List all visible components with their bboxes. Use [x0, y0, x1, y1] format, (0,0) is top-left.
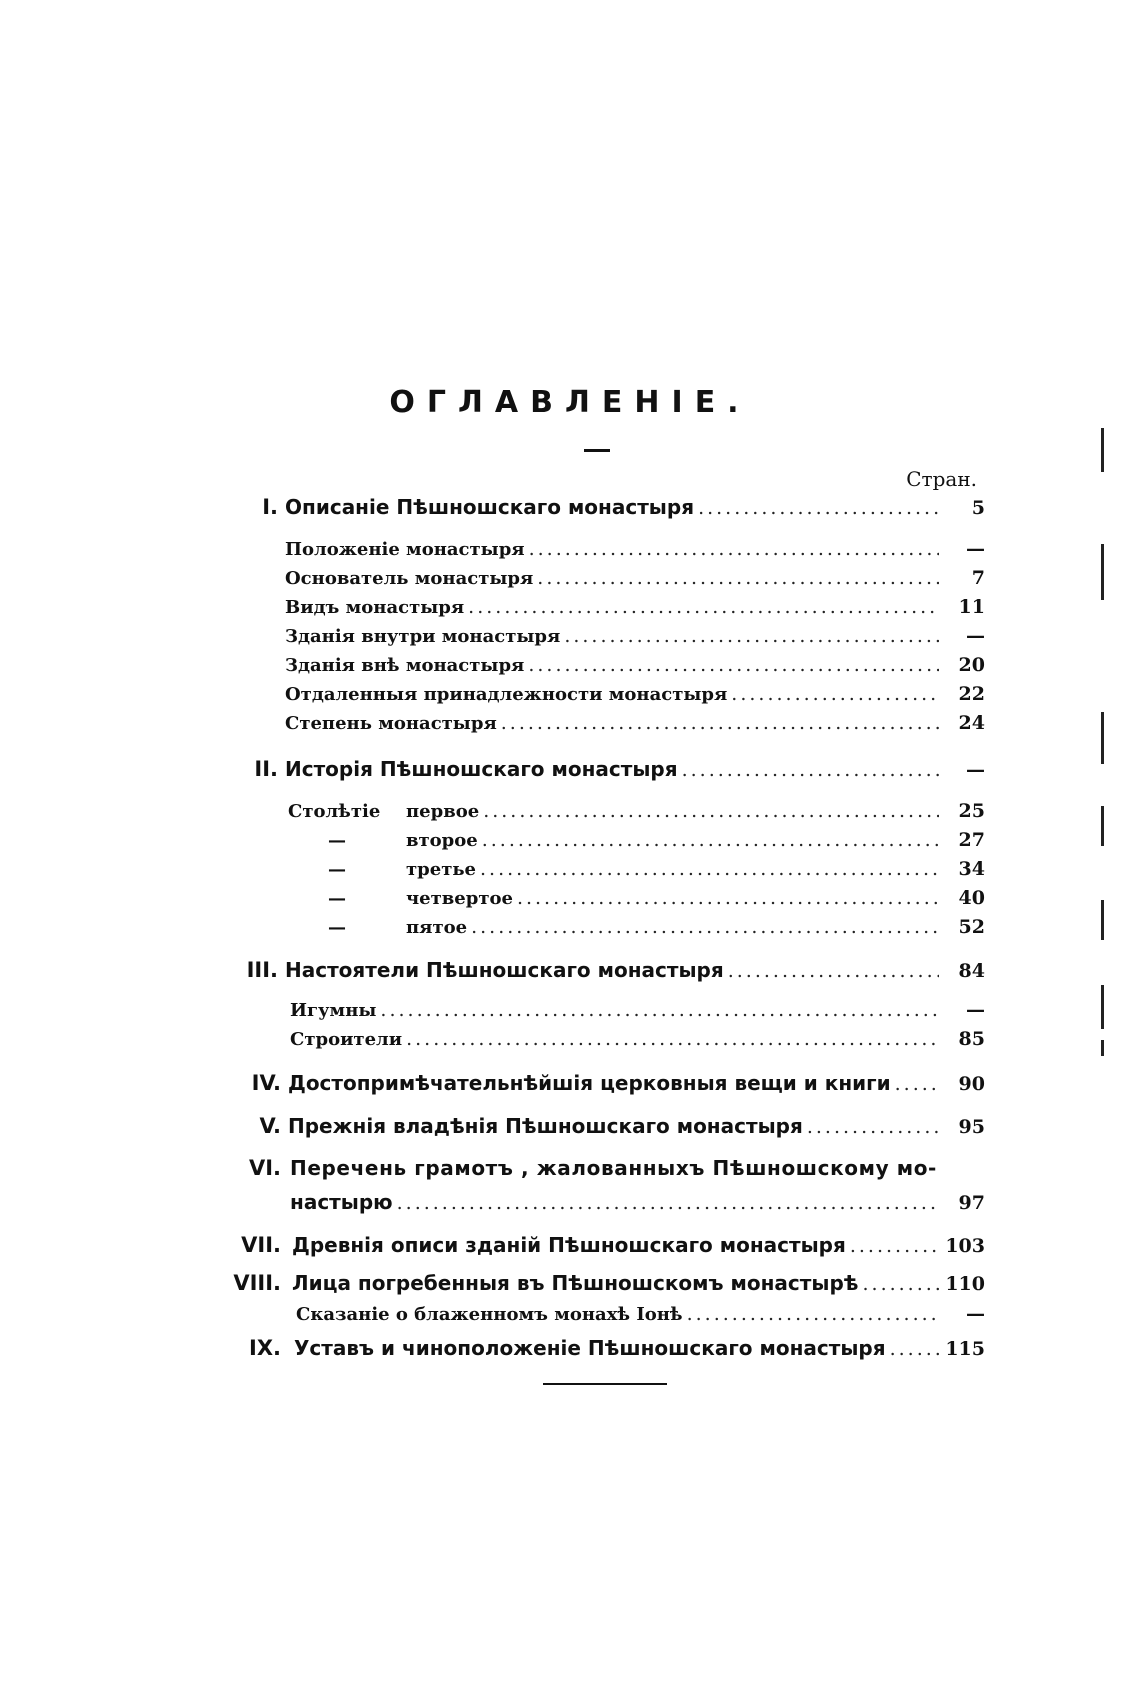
section-number: IX. [249, 1336, 281, 1360]
toc-subentry [288, 887, 985, 909]
leader-dots [528, 654, 939, 676]
toc-entry [254, 757, 985, 781]
leader-dots [807, 1116, 939, 1138]
entry-label: Игумны [290, 1000, 377, 1021]
toc-subentry [285, 625, 985, 647]
toc-subentry [285, 683, 985, 705]
toc-subentry [285, 712, 985, 734]
toc-entry [262, 495, 985, 519]
page-number: — [966, 999, 985, 1021]
section-number: V. [259, 1114, 281, 1138]
leader-dots [468, 596, 939, 618]
entry-label: второе [406, 830, 478, 851]
toc-entry [233, 1271, 985, 1295]
leader-dots [537, 567, 939, 589]
page-number: 27 [958, 829, 985, 851]
leader-dots [480, 858, 939, 880]
leader-dots [471, 916, 939, 938]
page-number: 22 [958, 683, 985, 705]
section-number: VI. [248, 1156, 281, 1180]
entry-label: Отдаленныя принадлежности монастыря [285, 684, 728, 705]
page-number: 110 [945, 1273, 985, 1295]
entry-label: Описаніе Пѣшношскаго монастыря [285, 495, 695, 519]
section-number: III. [246, 958, 278, 982]
entry-label: Лица погребенныя въ Пѣшношскомъ монастырѣ [292, 1271, 859, 1295]
page-number: 95 [958, 1116, 985, 1138]
section-number: VIII. [233, 1271, 281, 1295]
section-number: IV. [251, 1071, 281, 1095]
leader-dots [682, 759, 939, 781]
entry-label: четвертое [406, 888, 513, 909]
page-number: 7 [971, 567, 985, 589]
page-number: — [966, 1303, 985, 1325]
toc-subentry [288, 800, 985, 822]
entry-label: Положеніе монастыря [285, 539, 525, 560]
leader-dots [564, 625, 939, 647]
toc-subentry [290, 1028, 985, 1050]
leader-dots [895, 1073, 939, 1095]
entry-label: Зданія внутри монастыря [285, 626, 561, 647]
toc-subentry [288, 858, 985, 880]
toc-entry [241, 1233, 985, 1257]
toc-entry [248, 1156, 985, 1180]
toc-entry [259, 1114, 985, 1138]
entry-label: Степень монастыря [285, 713, 497, 734]
leader-dots [406, 1028, 939, 1050]
entry-label: Перечень грамотъ , жалованныхъ Пѣшношскому мо- [290, 1156, 937, 1180]
leader-dots [728, 960, 939, 982]
page-number: — [966, 625, 985, 647]
entry-label: пятое [406, 917, 468, 938]
page-title: ОГЛАВЛЕНІЕ. [389, 385, 751, 420]
page-number: 34 [958, 858, 985, 880]
page-number: 85 [958, 1028, 985, 1050]
toc-subentry [296, 1303, 985, 1325]
leader-dots [501, 712, 939, 734]
section-number: II. [254, 757, 278, 781]
toc-subentry [290, 999, 985, 1021]
leader-dots [698, 497, 939, 519]
leader-dots [397, 1192, 939, 1214]
leader-dots [483, 800, 939, 822]
section-number: VII. [241, 1233, 281, 1257]
page-number: 11 [958, 596, 985, 618]
page-number: 20 [958, 654, 985, 676]
toc-entry [251, 1071, 985, 1095]
century-prefix: Столѣтіе [288, 801, 381, 822]
ditto-dash: — [328, 830, 346, 851]
entry-label: Настоятели Пѣшношскаго монастыря [285, 958, 724, 982]
entry-label: Строители [290, 1029, 403, 1050]
entry-label: третье [406, 859, 477, 880]
page-number: 24 [958, 712, 985, 734]
page-column-header: Стран. [906, 467, 977, 491]
entry-label: Сказаніе о блаженномъ монахѣ Іонѣ [296, 1304, 683, 1325]
ditto-dash: — [328, 888, 346, 909]
page-number: — [966, 759, 985, 781]
ditto-dash: — [328, 859, 346, 880]
toc-subentry [288, 916, 985, 938]
toc-subentry [285, 596, 985, 618]
page-number: 103 [945, 1235, 985, 1257]
entry-label: Видъ монастыря [285, 597, 465, 618]
entry-label: первое [406, 801, 480, 822]
toc-entry [246, 958, 985, 982]
page-number: 5 [971, 497, 985, 519]
leader-dots [517, 887, 939, 909]
closing-rule [543, 1383, 667, 1385]
page-number: 115 [945, 1338, 985, 1360]
toc-subentry [285, 538, 985, 560]
leader-dots [380, 999, 939, 1021]
leader-dots [529, 538, 939, 560]
page-number: 84 [958, 960, 985, 982]
page-number: 52 [958, 916, 985, 938]
entry-label: Зданія внѣ монастыря [285, 655, 525, 676]
entry-label: Достопримѣчательнѣйшія церковныя вещи и книги [288, 1071, 891, 1095]
page-number: — [966, 538, 985, 560]
leader-dots [482, 829, 939, 851]
entry-label-continuation: настырю [290, 1190, 393, 1214]
section-number: I. [262, 495, 278, 519]
page-number: 90 [958, 1073, 985, 1095]
leader-dots [850, 1235, 939, 1257]
ditto-dash: — [328, 917, 346, 938]
toc-subentry [285, 567, 985, 589]
leader-dots [862, 1273, 939, 1295]
leader-dots [687, 1303, 939, 1325]
entry-label: Прежнія владѣнія Пѣшношскаго монастыря [288, 1114, 803, 1138]
toc-subentry [288, 829, 985, 851]
entry-label: Уставъ и чиноположеніе Пѣшношскаго монастыря [294, 1336, 886, 1360]
page-number: 97 [958, 1192, 985, 1214]
leader-dots [890, 1338, 939, 1360]
leader-dots [731, 683, 939, 705]
page-number: 40 [958, 887, 985, 909]
entry-label: Исторія Пѣшношскаго монастыря [285, 757, 678, 781]
toc-entry [249, 1336, 985, 1360]
entry-label: Основатель монастыря [285, 568, 534, 589]
entry-label: Древнія описи зданій Пѣшношскаго монастыря [292, 1233, 846, 1257]
toc-subentry [285, 654, 985, 676]
toc-entry-continuation [290, 1190, 985, 1214]
page-number: 25 [958, 800, 985, 822]
